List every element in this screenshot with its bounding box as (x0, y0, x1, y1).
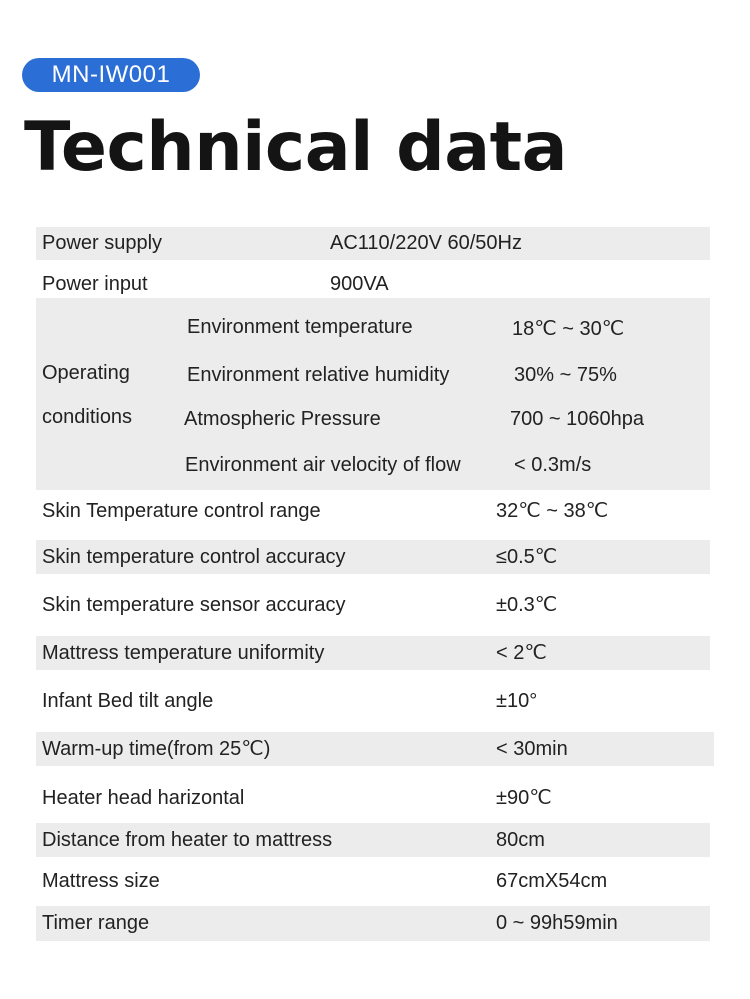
spec-row (36, 732, 714, 766)
spec-label: Skin temperature sensor accuracy (42, 594, 346, 616)
spec-label: Timer range (42, 912, 150, 934)
spec-row (36, 684, 710, 718)
spec-row (36, 494, 710, 528)
spec-value: ±10° (496, 690, 538, 712)
spec-value: 32℃ ~ 38℃ (496, 500, 609, 522)
operating-item-value: 18℃ ~ 30℃ (512, 318, 625, 340)
operating-item-value: < 0.3m/s (514, 454, 592, 476)
operating-item-value: 30% ~ 75% (514, 364, 617, 386)
spec-row (36, 636, 710, 670)
operating-item-label: Environment air velocity of flow (185, 454, 461, 476)
spec-row (36, 906, 710, 941)
spec-value: ±0.3℃ (496, 594, 558, 616)
spec-label: Power input (42, 273, 148, 295)
spec-row-power-input (36, 268, 710, 301)
spec-label: Infant Bed tilt angle (42, 690, 214, 712)
operating-item-value: 700 ~ 1060hpa (510, 408, 645, 430)
spec-row-power-supply (36, 227, 710, 260)
spec-row (36, 588, 710, 622)
spec-value: 67cmX54cm (496, 870, 608, 892)
spec-value: < 30min (496, 738, 568, 760)
operating-item-label: Atmospheric Pressure (184, 408, 381, 430)
spec-value: 80cm (496, 829, 545, 851)
spec-label: Power supply (42, 232, 163, 254)
spec-label: Skin Temperature control range (42, 500, 321, 522)
spec-value: AC110/220V 60/50Hz (330, 232, 522, 254)
operating-label-line2: conditions (42, 406, 133, 428)
spec-label: Heater head harizontal (42, 787, 245, 809)
spec-value: 900VA (330, 273, 389, 295)
spec-value: 0 ~ 99h59min (496, 912, 618, 934)
spec-value: < 2℃ (496, 642, 547, 664)
spec-label: Mattress size (42, 870, 160, 892)
spec-row (36, 781, 710, 815)
operating-item-label: Environment temperature (187, 316, 413, 338)
spec-row (36, 823, 710, 857)
operating-conditions-block (36, 298, 710, 490)
spec-label: Mattress temperature uniformity (42, 642, 325, 664)
spec-value: ±90℃ (496, 787, 552, 809)
spec-label: Distance from heater to mattress (42, 829, 333, 851)
spec-label: Warm-up time(from 25℃) (42, 738, 271, 760)
spec-label: Skin temperature control accuracy (42, 546, 346, 568)
operating-label-line1: Operating (42, 362, 130, 384)
spec-value: ≤0.5℃ (496, 546, 558, 568)
spec-row (36, 540, 710, 574)
spec-row (36, 864, 710, 898)
model-badge: MN-IW001 (22, 58, 200, 92)
operating-item-label: Environment relative humidity (187, 364, 450, 386)
page-title: Technical data (24, 108, 568, 187)
